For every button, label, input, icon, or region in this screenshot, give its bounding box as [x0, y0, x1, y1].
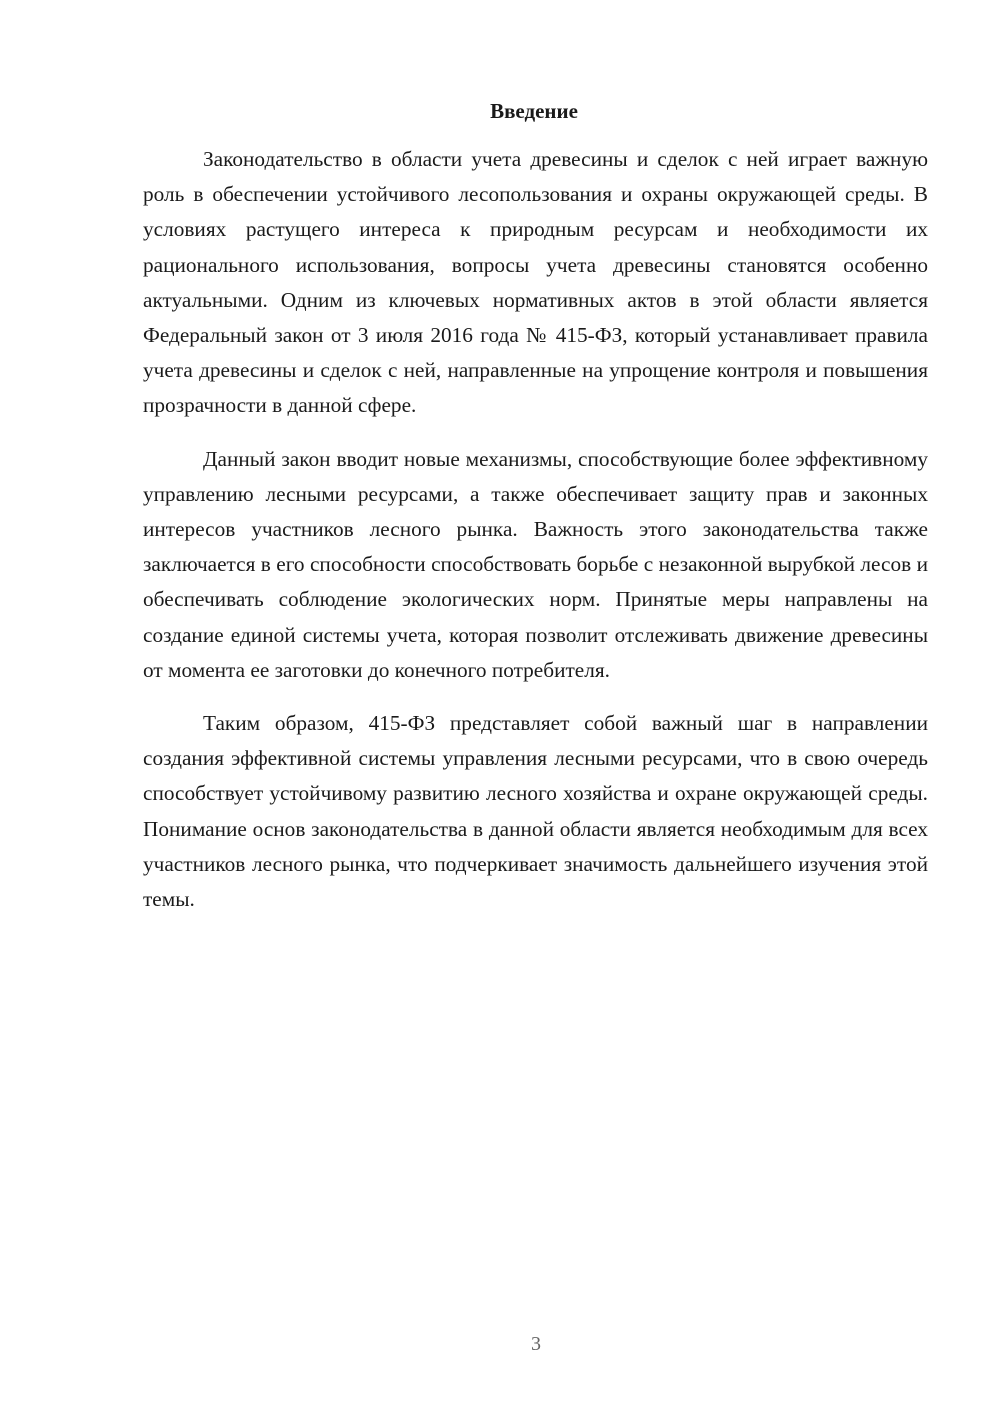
section-heading: Введение: [490, 99, 578, 123]
paragraph-2: Данный закон вводит новые механизмы, способствующие более эффективному управлению лесными ресурсами, а также обеспечивает защиту прав и законных интересов участников лесного рынка. Важность этого законодательства также заключается в его способности способствовать борьбе с незаконной вырубкой лесов и обеспечивать соблюдение экологических норм. Принятые меры направлены на создание единой системы учета, которая позволит отслеживать движение древесины от момента ее заготовки до конечного потребителя.: [143, 446, 928, 682]
paragraph-3: Таким образом, 415-ФЗ представляет собой важный шаг в направлении создания эффективной системы управления лесными ресурсами, что в свою очередь способствует устойчивому развитию лесного хозяйства и охране окружающей среды. Понимание основ законодательства в данной области является необходимым для всех участников лесного рынка, что подчеркивает значимость дальнейшего изучения этой темы.: [143, 711, 928, 912]
paragraph-1: Законодательство в области учета древесины и сделок с ней играет важную роль в обеспечении устойчивого лесопользования и охраны окружающей среды. В условиях растущего интереса к природным ресурсам и необходимости их рационального использования, вопросы учета древесины становятся особенно актуальными. Одним из ключевых нормативных актов в этой области является Федеральный закон от 3 июля 2016 года № 415-ФЗ, который устанавливает правила учета древесины и сделок с ней, направленные на упрощение контроля и повышения прозрачности в данной сфере.: [143, 147, 928, 418]
document-body: [143, 142, 928, 917]
page-number: 3: [531, 1333, 541, 1355]
